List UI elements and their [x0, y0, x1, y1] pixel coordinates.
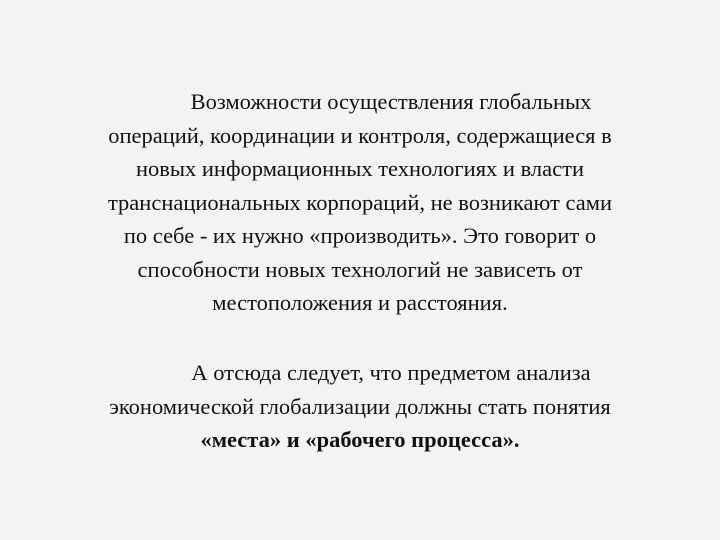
paragraph-1-line: новых информационных технологиях и власти — [135, 156, 584, 181]
paragraph-2-emphasis-line: «места» и «рабочего процесса». — [200, 427, 520, 452]
paragraph-2 — [20, 356, 700, 457]
paragraph-2-line: А отсюда следует, что предметом анализа — [191, 360, 591, 385]
paragraph-1-line: по себе - их нужно «производить». Это говорит о — [123, 223, 597, 248]
paragraph-1-line: Возможности осуществления глобальных — [190, 89, 592, 114]
paragraph-1 — [20, 85, 700, 320]
paragraph-1-line: местоположения и расстояния. — [212, 290, 508, 315]
paragraph-1-line: транснациональных корпораций, не возникают сами — [107, 189, 613, 215]
paragraph-1-line: операций, координации и контроля, содержащиеся в — [108, 122, 612, 148]
paragraph-2-line: экономической глобализации должны стать понятия — [109, 393, 611, 419]
paragraph-1-line: способности новых технологий не зависеть от — [137, 256, 583, 282]
